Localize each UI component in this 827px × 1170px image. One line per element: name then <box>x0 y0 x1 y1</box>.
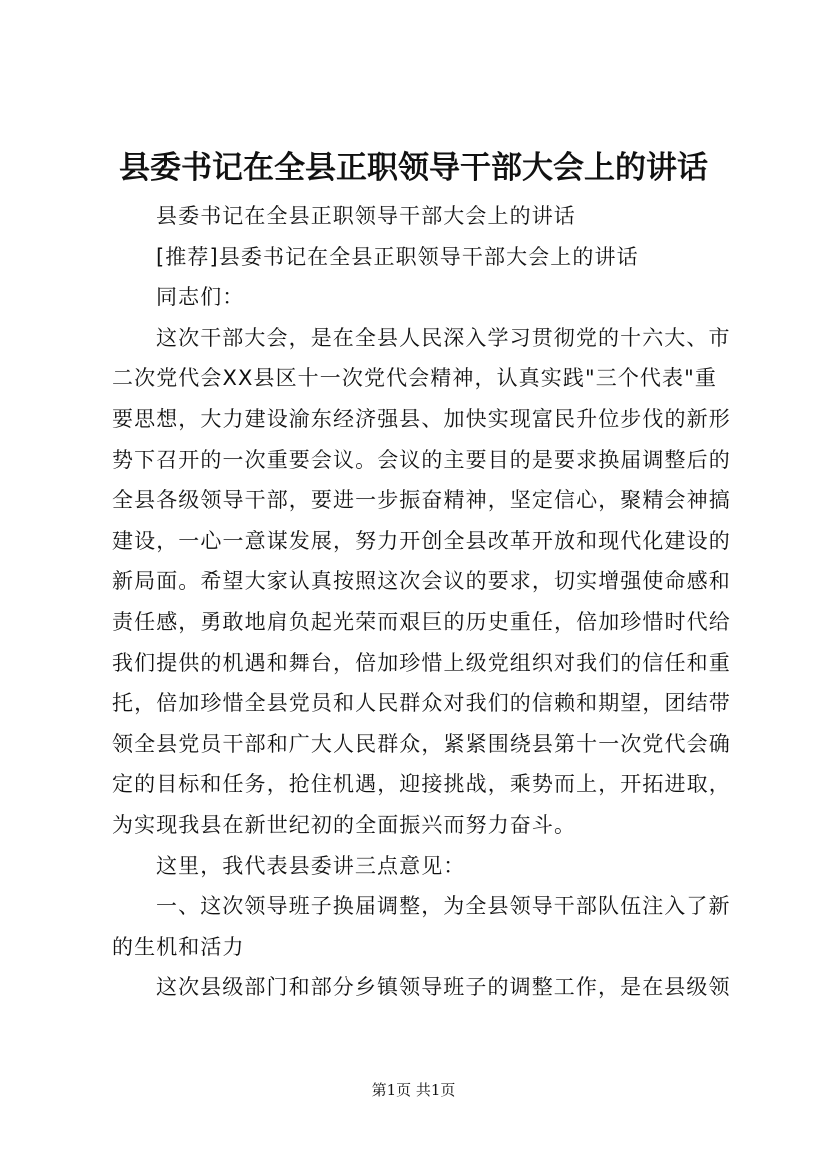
paragraph1-line: 这次干部大会，是在全县人民深入学习贯彻党的十六大、市 <box>156 325 731 350</box>
paragraph3-line: 这次县级部门和部分乡镇领导班子的调整工作，是在县级领 <box>156 975 731 1000</box>
paragraph1-line: 建设，一心一意谋发展，努力开创全县改革开放和现代化建设的 <box>112 528 731 553</box>
document-title: 县委书记在全县正职领导干部大会上的讲话 <box>119 150 708 186</box>
paragraph1-line: 责任感，勇敢地肩负起光荣而艰巨的历史重任，倍加珍惜时代给 <box>112 609 731 634</box>
page-footer: 第1页 共1页 <box>371 1081 456 1099</box>
paragraph1-line: 领全县党员干部和广大人民群众，紧紧围绕县第十一次党代会确 <box>112 731 731 756</box>
paragraph1-line: 全县各级领导干部，要进一步振奋精神，坚定信心，聚精会神搞 <box>112 488 731 513</box>
paragraph1-line: 二次党代会XX县区十一次党代会精神，认真实践"三个代表"重 <box>112 366 717 391</box>
salutation: 同志们： <box>156 285 245 310</box>
paragraph2: 这里，我代表县委讲三点意见： <box>156 853 466 878</box>
heading1-line: 一、这次领导班子换届调整，为全县领导干部队伍注入了新 <box>156 894 731 919</box>
paragraph1-line: 我们提供的机遇和舞台，倍加珍惜上级党组织对我们的信任和重 <box>112 650 731 675</box>
recommend-line: [推荐]县委书记在全县正职领导干部大会上的讲话 <box>156 244 639 269</box>
paragraph1-line: 定的目标和任务，抢住机遇，迎接挑战，乘势而上，开拓进取， <box>112 772 731 797</box>
paragraph1-line: 要思想，大力建设渝东经济强县、加快实现富民升位步伐的新形 <box>112 406 731 431</box>
paragraph1-line: 势下召开的一次重要会议。会议的主要目的是要求换届调整后的 <box>112 447 731 472</box>
paragraph1-line: 托，倍加珍惜全县党员和人民群众对我们的信赖和期望，团结带 <box>112 691 731 716</box>
paragraph1-line: 为实现我县在新世纪初的全面振兴而努力奋斗。 <box>112 812 577 837</box>
paragraph1-line: 新局面。希望大家认真按照这次会议的要求，切实增强使命感和 <box>112 569 731 594</box>
subtitle-line: 县委书记在全县正职领导干部大会上的讲话 <box>156 204 576 228</box>
document-body <box>112 196 731 1008</box>
heading1-line: 的生机和活力 <box>112 934 245 959</box>
